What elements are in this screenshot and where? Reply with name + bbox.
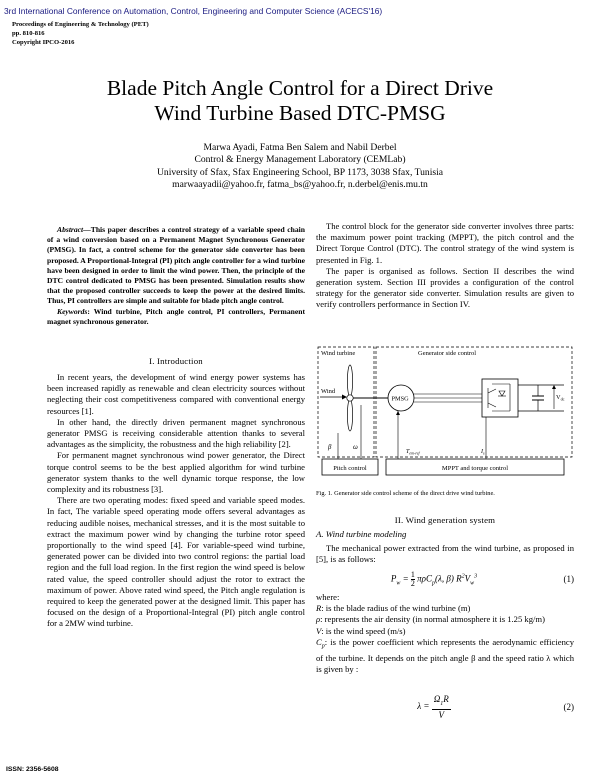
intro-paragraph: In other hand, the directly driven permanent magnet synchronous generator PMSG is receiving considerable attention thanks to several advantages as the simplicity, the robustness and the high reliability [2]. bbox=[47, 416, 305, 450]
pmsg-label: PMSG bbox=[391, 395, 409, 403]
section-heading-intro: I. Introduction bbox=[149, 356, 203, 366]
right-paragraph: The paper is organised as follows. Section II describes the wind generation system. Section III provides a configuration of the control strategy for the generator side converter. Simulation results are given to verify controllers performance in Section IV. bbox=[316, 265, 574, 310]
abstract-label: Abstract bbox=[57, 225, 84, 234]
intro-paragraph: For permanent magnet synchronous wind power generator, the Direct torque control seems to be the best applied algorithm for wind turbine generator system thanks to the well dynamic torque response, the low complexity and its robustness [3]. bbox=[47, 450, 305, 495]
issn-footer: ISSN: 2356-5608 bbox=[6, 766, 59, 773]
keywords-label: Keywords bbox=[57, 306, 88, 316]
rho-definition: ρ: represents the air density (in normal atmosphere it is 1.25 kg/m) bbox=[316, 614, 545, 625]
section2-paragraph: The mechanical power extracted from the wind turbine, as proposed in [5], is as follows: bbox=[316, 543, 574, 565]
author-block bbox=[0, 142, 600, 191]
omega-label: ω bbox=[353, 444, 358, 451]
equation-2-number: (2) bbox=[563, 702, 574, 712]
subsection-a: A. Wind turbine modeling bbox=[316, 529, 407, 539]
equation-2 bbox=[316, 694, 574, 720]
wind-turbine-box bbox=[318, 347, 374, 457]
blade-icon bbox=[347, 365, 352, 397]
title-line-2: Wind Turbine Based DTC-PMSG bbox=[154, 101, 446, 125]
author-emails: marwaayadii@yahoo.fr, fatma_bs@yahoo.fr, n.derbel@enis.mu.tn bbox=[172, 178, 428, 190]
vdc-arrow-head bbox=[552, 385, 556, 389]
is-label: $I_s$ bbox=[481, 449, 485, 456]
conference-header: 3rd International Conference on Automation, Control, Engineering and Computer Science (ACECS'16) bbox=[4, 6, 383, 16]
equation-2-body: λ = $\frac{\Omega_1R}{V}$ bbox=[417, 694, 449, 720]
intro-paragraph: There are two operating modes: fixed speed and variable speed modes. In fact, The variable speed operating mode offers several advantages as reducing audible noises, mechanical stresses, and it is the most suitable to extract the maximum power wind by changing the turbine rotor speed proportionally to the wind speed [4]. For variable-speed wind turbine, generated power can be divided into two control regions: the partial load region and the full load region. In the first region the wind speed is below rated value, the speed controller should adjust the rotor to extract the maximum of power. Above rated wind speed, the Pitch angle regulation is required to keep the generated power at the designed limit. This paper has focused on the design of a Proportional-Integral (PI) pitch angle control for a 2MW wind turbine. bbox=[47, 495, 305, 629]
wind-turbine-label: Wind turbine bbox=[321, 350, 356, 357]
author-affiliation: University of Sfax, Sfax Engineering School, BP 1173, 3038 Sfax, Tunisia bbox=[156, 166, 444, 178]
tem-arrow-head bbox=[396, 411, 400, 415]
title-line-1: Blade Pitch Angle Control for a Direct Drive bbox=[106, 76, 494, 100]
figure-caption: Fig. 1. Generator side control scheme of the direct drive wind turbine. bbox=[316, 490, 495, 497]
cp-definition: $C_p$: is the power coefficient which represents the aerodynamic efficiency of the turbine. It depends on the pitch angle β and the speed ratio λ which is given by : bbox=[316, 636, 574, 674]
right-paragraph: The control block for the generator side converter involves three parts: the maximum power point tracking (MPPT), the pitch control and the Direct Torque Control (DTC). The control strategy of the wind system is presented in Fig. 1. bbox=[316, 221, 574, 265]
intro-body bbox=[47, 372, 305, 630]
copyright-line: Copyright IPCO-2016 bbox=[12, 39, 75, 46]
section-heading-2: II. Wind generation system bbox=[394, 515, 496, 525]
definitions bbox=[316, 592, 574, 675]
pitch-control-label: Pitch control bbox=[333, 465, 367, 472]
wind-label: Wind bbox=[321, 388, 336, 395]
hub-icon bbox=[347, 395, 353, 401]
author-names: Marwa Ayadi, Fatma Ben Salem and Nabil Derbel bbox=[203, 142, 397, 153]
where-label: where: bbox=[316, 592, 340, 602]
beta-label: β bbox=[328, 444, 332, 451]
abstract bbox=[47, 225, 305, 327]
vdc-label: $V_{dc}$ bbox=[556, 394, 565, 402]
tem-ref-label: $T_{em-ref}$ bbox=[406, 449, 420, 456]
equation-1-body: $P_w$ = $\frac{1}{2}$ πρC$_p$(λ, β) $R^2V_w^3$ bbox=[390, 569, 478, 588]
right-intro-body bbox=[316, 221, 574, 311]
blade-icon bbox=[347, 399, 352, 431]
wind-arrow-head bbox=[342, 395, 347, 400]
keywords-text: : Wind turbine, Pitch angle control, PI controllers, Permanent magnet synchronous generator. bbox=[47, 306, 305, 326]
generator-side-label: Generator side control bbox=[418, 350, 477, 357]
radius-definition: R: is the blade radius of the wind turbine (m) bbox=[316, 603, 471, 614]
equation-1-number: (1) bbox=[563, 574, 574, 584]
paper-title bbox=[0, 76, 600, 126]
pages-line: pp. 810-816 bbox=[12, 30, 45, 37]
proceedings-line: Proceedings of Engineering & Technology (PET) bbox=[12, 21, 149, 28]
wind-speed-definition: V: is the wind speed (m/s) bbox=[316, 625, 406, 636]
equation-1 bbox=[316, 568, 574, 590]
mppt-label: MPPT and torque control bbox=[441, 465, 509, 472]
author-lab: Control & Energy Management Laboratory (CEMLab) bbox=[194, 154, 406, 166]
intro-paragraph: In recent years, the development of wind energy power systems has been increased rapidly as renewable and clean electricity sources without neglecting their cost competitiveness compared with conventional energy resources [1]. bbox=[47, 372, 305, 416]
figure-1-diagram bbox=[316, 343, 576, 483]
abstract-text: —This paper describes a control strategy of a variable speed chain of a wind conversion based on a Permanent Magnet Synchronous Generator (PMSG). In fact, a control scheme for the generator side converter has been proposed. A Proportional-Integral (PI) pitch angle controller for a wind turbine have been designed in order to limit the wind power. Then, the principle of the DTC control dedicated to PMSG has been presented. Simulation results show that the proposed controller succeeds to keep the power at the desired limits. Thus, PI controllers are simple and suitable for blade pitch angle control. bbox=[47, 225, 305, 306]
